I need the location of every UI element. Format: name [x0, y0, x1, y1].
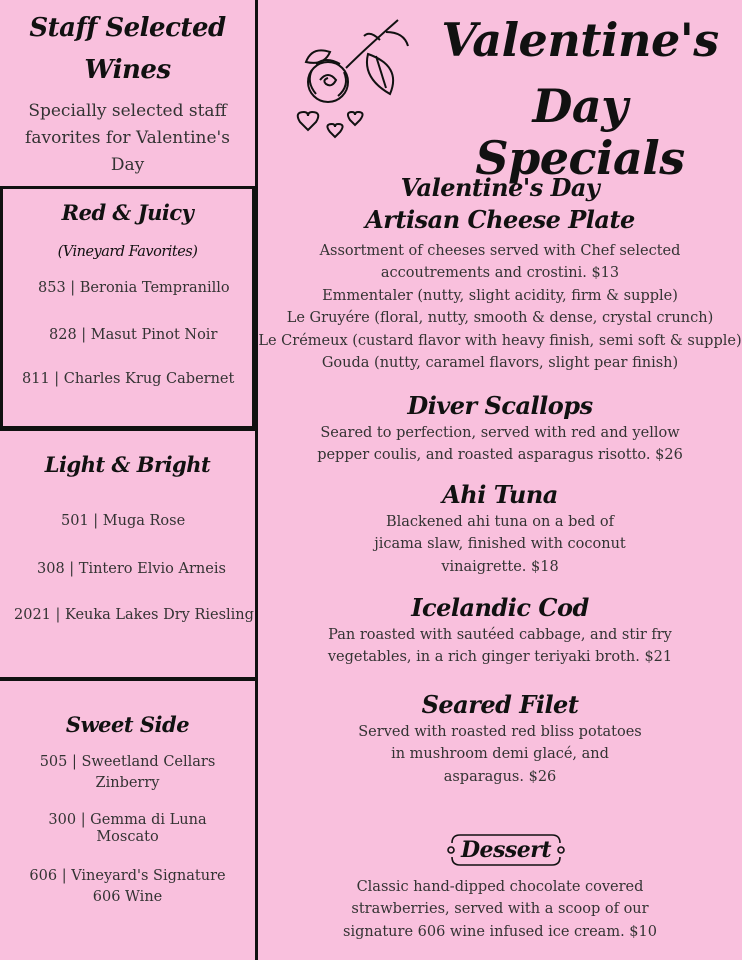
description-line: vegetables, in a rich ginger teriyaki broth. $21: [327, 649, 673, 666]
red-juicy-subheading: (Vineyard Favorites): [57, 244, 198, 260]
intro-line: Specially selected staff: [28, 101, 227, 121]
section-divider-2: [0, 677, 258, 681]
wine-item: 501 | Muga Rose: [61, 513, 186, 529]
page-title-line1: Valentine's: [441, 13, 719, 67]
wine-item: [0, 752, 255, 794]
description-line: Pan roasted with sautéed cabbage, and stir fry: [328, 627, 672, 643]
menu-item-description: [258, 721, 742, 788]
rose-and-hearts-icon: [294, 10, 418, 140]
wine-item: 2021 | Keuka Lakes Dry Riesling: [14, 607, 254, 623]
light-bright-heading: Light & Bright: [44, 452, 211, 477]
description-line: Served with roasted red bliss potatoes: [358, 724, 642, 740]
page-title-line2: Day Specials: [475, 79, 685, 185]
description-line: signature 606 wine infused ice cream. $10: [343, 923, 657, 940]
wine-line: Zinberry: [95, 775, 160, 791]
menu-item-description: [258, 876, 742, 943]
wine-item: 853 | Beronia Tempranillo: [38, 280, 230, 296]
menu-section-ahi: [258, 479, 742, 578]
description-line: Le Gruyére (floral, nutty, smooth & dense, crystal crunch): [286, 310, 714, 327]
description-line: Classic hand-dipped chocolate covered: [356, 879, 644, 895]
description-line: Gouda (nutty, caramel flavors, slight pear finish): [321, 355, 679, 372]
description-line: strawberries, served with a scoop of our: [351, 901, 649, 918]
wine-line: 300 | Gemma di Luna: [48, 812, 207, 828]
menu-item-title: Dessert: [460, 837, 552, 863]
menu-item-title: [258, 172, 742, 236]
wine-item: 308 | Tintero Elvio Arneis: [37, 561, 226, 577]
description-line: Assortment of cheeses served with Chef selected: [319, 243, 681, 259]
menu-item-title-line2: Artisan Cheese Plate: [365, 205, 635, 234]
menu-section-filet: [258, 689, 742, 788]
menu-item-title: Ahi Tuna: [442, 480, 558, 509]
menu-item-title: Seared Filet: [421, 690, 579, 719]
menu-section-cod: [258, 592, 742, 669]
wine-line: 606 | Vineyard's Signature: [29, 868, 226, 884]
wine-line: Moscato: [96, 829, 159, 845]
menu-item-description: [258, 624, 742, 669]
menu-item-description: [258, 511, 742, 578]
description-line: Seared to perfection, served with red and yellow: [320, 425, 680, 441]
sidebar-intro: [0, 98, 255, 179]
description-line: Emmentaler (nutty, slight acidity, firm & supple): [322, 287, 678, 304]
page-title: [430, 14, 730, 184]
menu-item-title-line1: Valentine's Day: [400, 173, 600, 202]
section-divider-1: [0, 428, 258, 431]
menu-section-scallops: [258, 390, 742, 467]
red-juicy-heading: Red & Juicy: [61, 200, 194, 225]
menu-section-cheese: [258, 172, 742, 374]
sweet-side-heading: Sweet Side: [65, 712, 190, 737]
description-line: Blackened ahi tuna on a bed of: [385, 514, 614, 530]
sidebar-title: [0, 12, 255, 86]
wine-line: 606 Wine: [92, 889, 163, 905]
menu-item-title: Diver Scallops: [407, 391, 593, 420]
intro-line: Day: [110, 155, 145, 175]
description-line: accoutrements and crostini. $13: [380, 265, 620, 282]
menu-item-title: Icelandic Cod: [411, 593, 589, 622]
wine-item: 811 | Charles Krug Cabernet: [22, 371, 235, 387]
description-line: pepper coulis, and roasted asparagus risotto. $26: [317, 447, 683, 464]
intro-line: favorites for Valentine's: [25, 128, 230, 148]
description-line: in mushroom demi glacé, and: [391, 746, 609, 763]
wine-item: 828 | Masut Pinot Noir: [49, 327, 218, 343]
description-line: asparagus. $26: [443, 768, 557, 785]
sidebar-title-line2: Wines: [84, 55, 171, 85]
description-line: vinaigrette. $18: [441, 558, 559, 575]
wine-item: [0, 866, 255, 908]
menu-item-description: [258, 240, 742, 374]
wine-line: 505 | Sweetland Cellars: [39, 754, 216, 770]
description-line: Le Crémeux (custard flavor with heavy finish, semi soft & supple): [258, 332, 742, 349]
description-line: jicama slaw, finished with coconut: [374, 536, 626, 553]
sidebar-title-line1: Staff Selected: [29, 13, 226, 43]
wine-item: [0, 812, 255, 846]
menu-item-description: [258, 422, 742, 467]
